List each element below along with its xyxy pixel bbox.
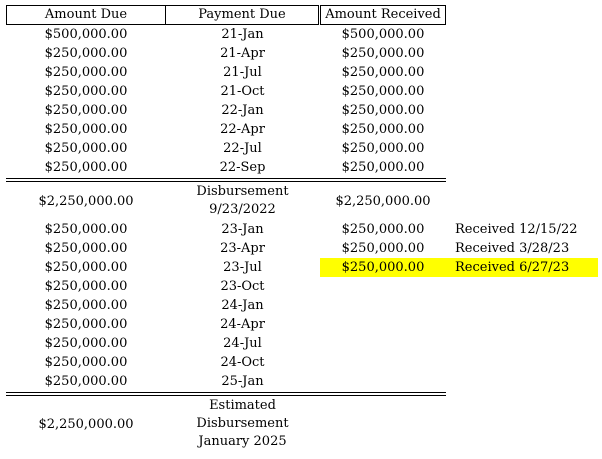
section2-row-4-note: [455, 296, 600, 315]
section2-row-0-payment-due: 23-Jan: [221, 222, 264, 237]
section2-row-5-payment-due: 24-Apr: [220, 317, 265, 332]
section2-row-6-payment-due: 24-Jul: [223, 336, 262, 351]
section2-row-8-note: [455, 372, 600, 391]
disbursement2-label-line2: Disbursement: [196, 416, 289, 431]
section1-row-1-amount-due: $250,000.00: [44, 46, 128, 61]
section2-row-1-note: Received 3/28/23: [455, 241, 570, 256]
section2-row-4-received: [320, 296, 446, 315]
double-rule-2: [6, 392, 446, 396]
section1-row-4-payment-due: 22-Jan: [221, 103, 264, 118]
section2-row-4-payment-due: 24-Jan: [221, 298, 264, 313]
section2-row-5-amount-due: $250,000.00: [44, 317, 128, 332]
double-rule-1: [6, 178, 446, 182]
section1-row-5-amount-due: $250,000.00: [44, 122, 128, 137]
section1-row-3-payment-due: 21-Oct: [220, 84, 265, 99]
section1-row-4-received: $250,000.00: [341, 103, 425, 118]
header-amount-due: Amount Due: [6, 5, 166, 25]
section2-row-5-note: [455, 315, 600, 334]
section2-row-7-amount-due: $250,000.00: [44, 355, 128, 370]
section1-row-5-payment-due: 22-Apr: [220, 122, 265, 137]
section2-row-2-amount-due: $250,000.00: [44, 260, 128, 275]
section2-row-8-payment-due: 25-Jan: [221, 374, 264, 389]
section2-row-2-payment-due: 23-Jul: [223, 260, 262, 275]
section1-row-2-payment-due: 21-Jul: [223, 65, 262, 80]
section1-row-4-amount-due: $250,000.00: [44, 103, 128, 118]
section2-row-3-received: [320, 277, 446, 296]
header-amount-received: Amount Received: [320, 5, 446, 25]
section1-row-7-received: $250,000.00: [341, 160, 425, 175]
section2-row-8-received: [320, 372, 446, 391]
section2-row-1-payment-due: 23-Apr: [220, 241, 265, 256]
header-payment-due: Payment Due: [166, 5, 319, 25]
disbursement2-label-line3: January 2025: [198, 434, 287, 449]
section1-row-6-received: $250,000.00: [341, 141, 425, 156]
section1-row-3-amount-due: $250,000.00: [44, 84, 128, 99]
section1-row-3-received: $250,000.00: [341, 84, 425, 99]
section2-row-0-amount-due: $250,000.00: [44, 222, 128, 237]
section2-row-4-amount-due: $250,000.00: [44, 298, 128, 313]
section1-row-1-payment-due: 21-Apr: [220, 46, 265, 61]
disbursement1-label-line1: Disbursement: [196, 184, 289, 199]
section1-row-2-amount-due: $250,000.00: [44, 65, 128, 80]
section2-row-7-received: [320, 353, 446, 372]
section1-row-6-payment-due: 22-Jul: [223, 141, 262, 156]
section2-row-1-received: $250,000.00: [341, 241, 425, 256]
disbursement2-amount-due: $2,250,000.00: [38, 417, 134, 432]
section2-row-6-amount-due: $250,000.00: [44, 336, 128, 351]
disbursement1-received: $2,250,000.00: [335, 194, 431, 209]
section2-row-5-received: [320, 315, 446, 334]
section2-row-0-received: $250,000.00: [341, 222, 425, 237]
section2-row-7-payment-due: 24-Oct: [220, 355, 265, 370]
section1-row-6-amount-due: $250,000.00: [44, 141, 128, 156]
section2-row-0-note: Received 12/15/22: [455, 222, 578, 237]
disbursement1-label: [166, 183, 319, 221]
section1-row-1-received: $250,000.00: [341, 46, 425, 61]
section2-row-2-note: Received 6/27/23: [455, 260, 570, 275]
disbursement1-amount-due: $2,250,000.00: [38, 194, 134, 209]
section2-row-8-amount-due: $250,000.00: [44, 374, 128, 389]
section2-row-3-note: [455, 277, 600, 296]
section1-row-7-payment-due: 22-Sep: [219, 160, 266, 175]
section1-row-7-amount-due: $250,000.00: [44, 160, 128, 175]
disbursement2-label: [166, 397, 319, 453]
section2-row-6-note: [455, 334, 600, 353]
section2-row-7-note: [455, 353, 600, 372]
section2-row-1-amount-due: $250,000.00: [44, 241, 128, 256]
disbursement2-label-line1: Estimated: [209, 398, 276, 413]
section2-row-2-received: $250,000.00: [341, 260, 425, 275]
disbursement1-label-line2: 9/23/2022: [209, 202, 276, 217]
section1-row-0-amount-due: $500,000.00: [44, 27, 128, 42]
section1-row-2-received: $250,000.00: [341, 65, 425, 80]
section2-row-3-payment-due: 23-Oct: [220, 279, 265, 294]
section2-row-6-received: [320, 334, 446, 353]
section1-row-5-received: $250,000.00: [341, 122, 425, 137]
section1-row-0-payment-due: 21-Jan: [221, 27, 264, 42]
section2-row-3-amount-due: $250,000.00: [44, 279, 128, 294]
section1-row-0-received: $500,000.00: [341, 27, 425, 42]
